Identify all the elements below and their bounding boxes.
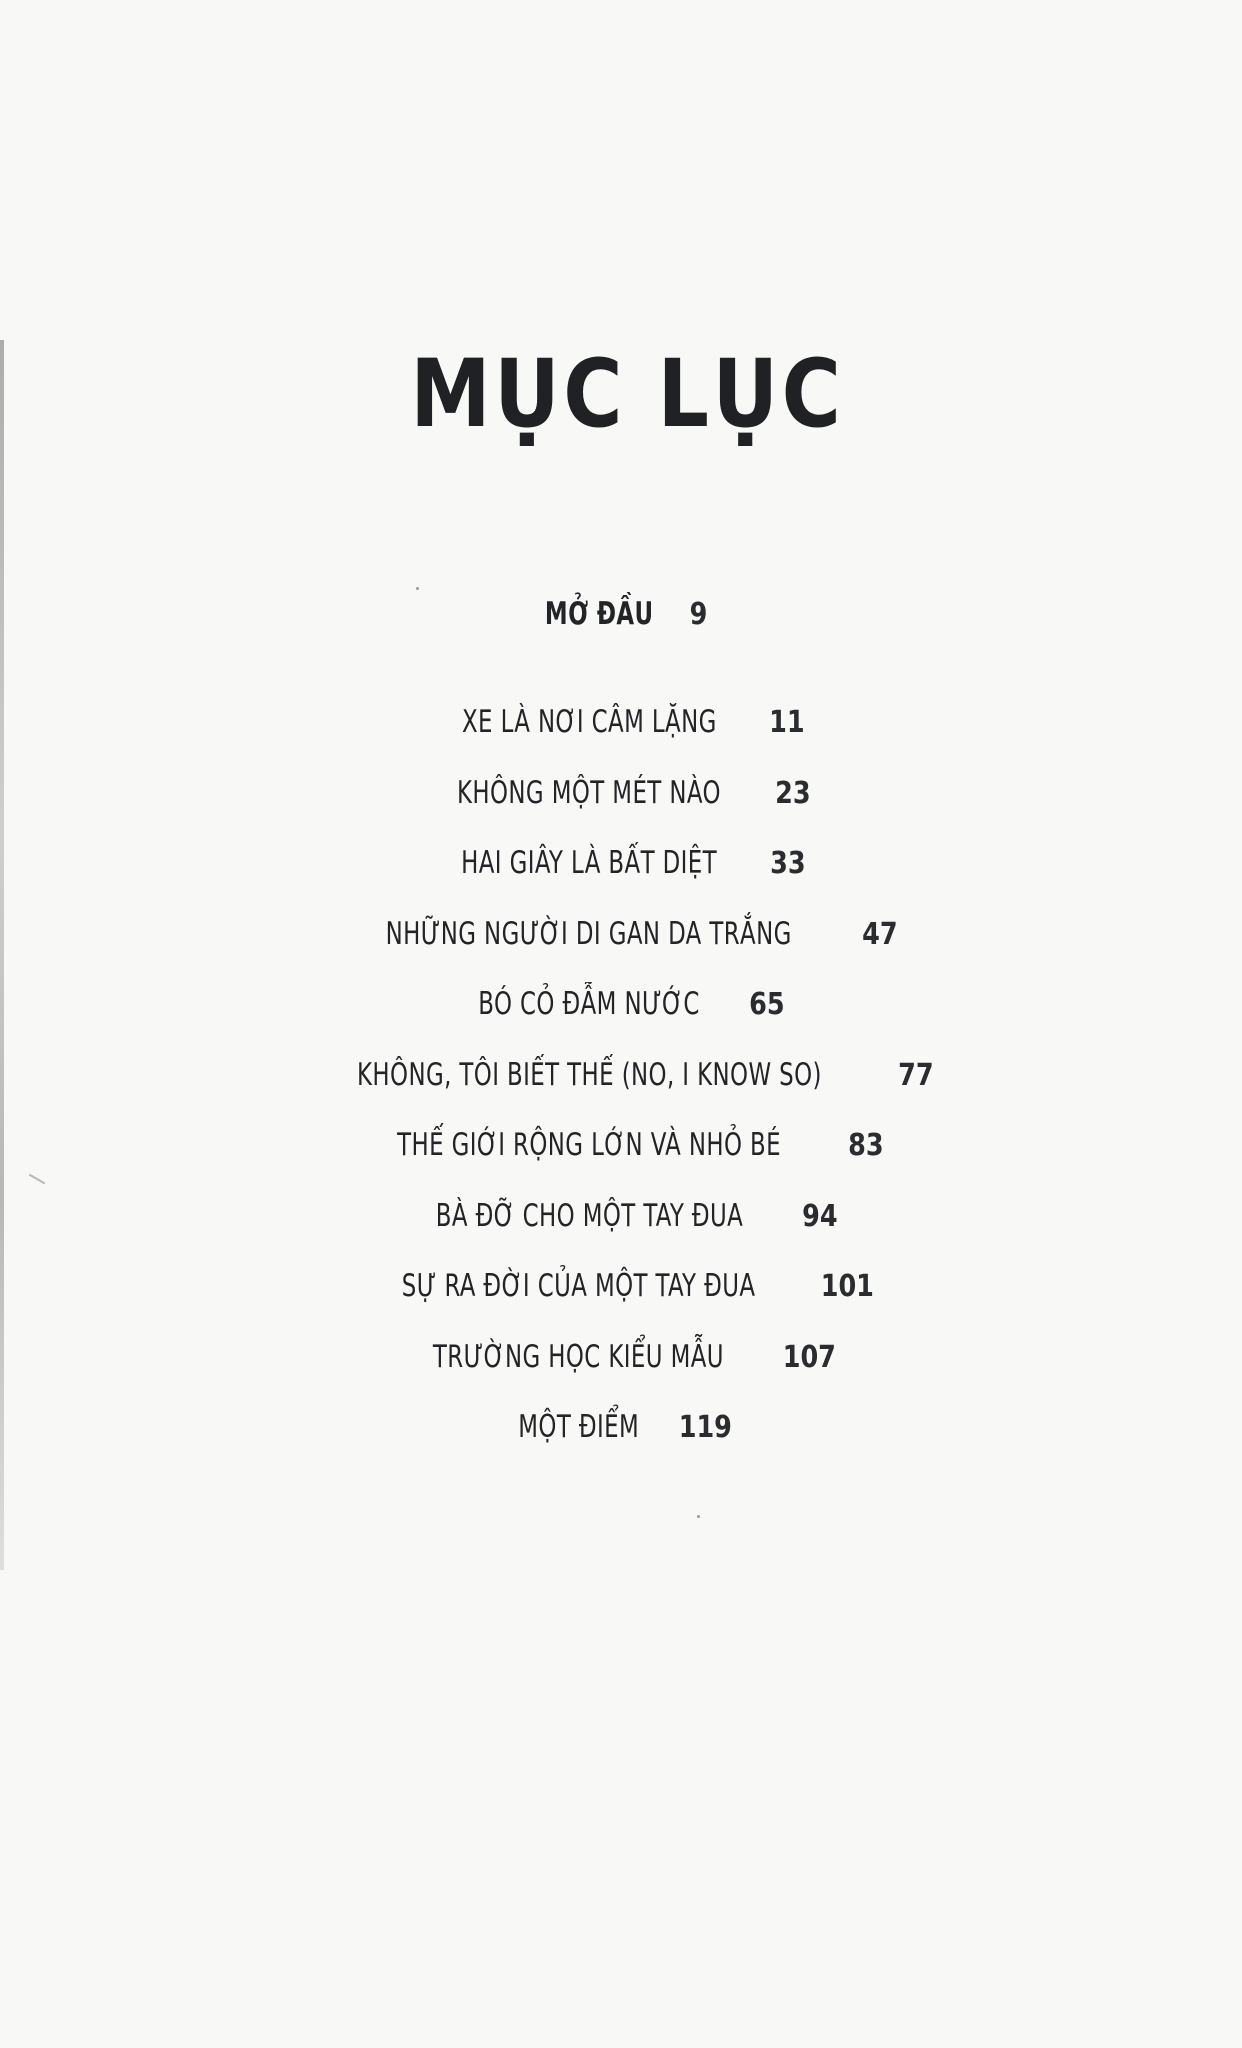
toc-entry xyxy=(0,1198,1242,1269)
toc-entry-title: XE LÀ NƠI CÂM LẶNG xyxy=(461,704,717,740)
toc-entry xyxy=(0,1057,1242,1128)
page-title: MỤC LỤC xyxy=(410,340,845,449)
dust-speck xyxy=(697,1515,700,1518)
table-of-contents xyxy=(0,596,1242,1480)
toc-entry-title: BÓ CỎ ĐẪM NƯỚC xyxy=(478,986,700,1022)
toc-entry-page: 94 xyxy=(801,1198,838,1234)
toc-entry-page: 101 xyxy=(820,1269,875,1304)
toc-entry-title: HAI GIÂY LÀ BẤT DIỆT xyxy=(461,845,718,881)
toc-entry-page: 107 xyxy=(782,1339,837,1375)
toc-entry-title: NHỮNG NGƯỜI DI GAN DA TRẮNG xyxy=(386,915,793,952)
toc-entry-page: 83 xyxy=(848,1128,884,1163)
toc-entry-page: 77 xyxy=(897,1057,934,1093)
toc-entry xyxy=(0,775,1242,846)
toc-entry xyxy=(0,1339,1242,1410)
toc-entry-page: 65 xyxy=(749,987,785,1022)
toc-entry-title: MỘT ĐIỂM xyxy=(518,1409,640,1445)
toc-entry xyxy=(0,845,1242,916)
toc-entry-page: 33 xyxy=(770,846,806,881)
toc-entry-page: 47 xyxy=(861,916,898,952)
toc-entry xyxy=(0,916,1242,987)
toc-entry-title: BÀ ĐỠ CHO MỘT TAY ĐUA xyxy=(435,1197,743,1234)
toc-entry-title: THẾ GIỚI RỘNG LỚN VÀ NHỎ BÉ xyxy=(397,1127,782,1163)
toc-entry-page: 23 xyxy=(775,775,811,811)
dust-speck xyxy=(416,587,419,590)
toc-entry xyxy=(0,596,1242,704)
toc-entry-title: KHÔNG, TÔI BIẾT THẾ (NO, I KNOW SO) xyxy=(356,1056,822,1093)
toc-entry-page: 11 xyxy=(769,705,806,740)
toc-entry xyxy=(0,1127,1242,1198)
toc-entry xyxy=(0,1409,1242,1480)
toc-entry-page: 119 xyxy=(679,1410,733,1445)
toc-entry xyxy=(0,1268,1242,1339)
toc-entry-title: KHÔNG MỘT MÉT NÀO xyxy=(457,774,722,811)
toc-entry-page: 9 xyxy=(689,597,708,632)
toc-entry xyxy=(0,704,1242,775)
toc-entry-title: SỰ RA ĐỜI CỦA MỘT TAY ĐUA xyxy=(401,1268,756,1304)
toc-entry-title: TRƯỜNG HỌC KIỂU MẪU xyxy=(433,1338,725,1375)
toc-entry-title: MỞ ĐẦU xyxy=(545,596,654,632)
toc-entry xyxy=(0,986,1242,1057)
